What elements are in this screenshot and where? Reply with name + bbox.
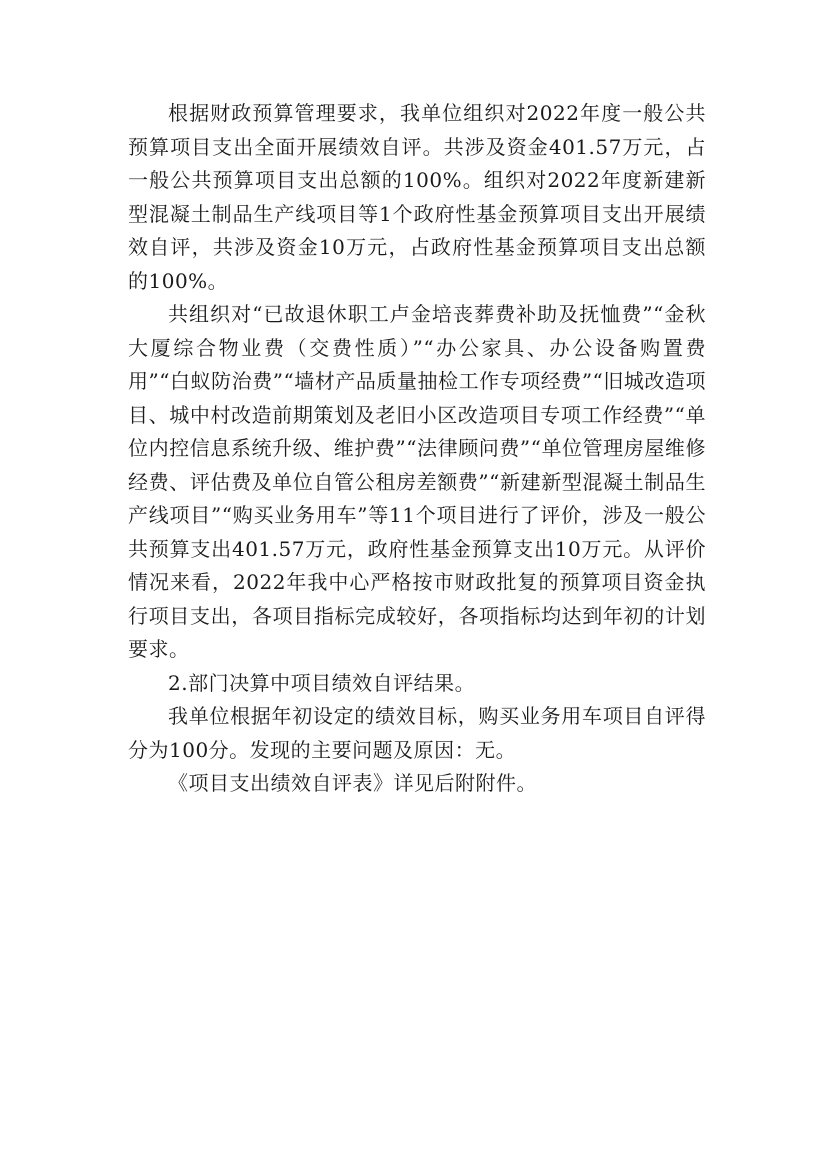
- paragraph-projects-evaluated: 共组织对“已故退休职工卢金培丧葬费补助及抚恤费”“金秋大厦综合物业费（交费性质）”“办公家具、办公设备购置费用”“白蚁防治费”“墙材产品质量抽检工作专项经费”“旧城改造项目、城中村改造前期策划及老旧小区改造项目专项工作经费”“单位内控信息系统升级、维护费”“法律顾问费”“单位管理房屋维修经费、评估费及单位自管公租房差额费”“新建新型混凝土制品生产线项目”“购买业务用车”等11个项目进行了评价，涉及一般公共预算支出401.57万元，政府性基金预算支出10万元。从评价情况来看，2022年我中心严格按市财政批复的预算项目资金执行项目支出，各项目指标完成较好，各项指标均达到年初的计划要求。: [128, 302, 706, 661]
- paragraph-vehicle-project-score: 我单位根据年初设定的绩效目标，购买业务用车项目自评得分为100分。发现的主要问题及原因：无。: [128, 704, 706, 762]
- paragraph-attachment-note: 《项目支出绩效自评表》详见后附附件。: [168, 771, 537, 795]
- section-heading-self-evaluation-results: 2.部门决算中项目绩效自评结果。: [168, 670, 476, 695]
- paragraph-evaluation-overview: 根据财政预算管理要求，我单位组织对2022年度一般公共预算项目支出全面开展绩效自评。共涉及资金401.57万元，占一般公共预算项目支出总额的100%。组织对2022年度新建新型混凝土制品生产线项目等1个政府性基金预算项目支出开展绩效自评，共涉及资金10万元，占政府性基金预算项目支出总额的100%。: [128, 101, 706, 293]
- document-body: [128, 97, 706, 801]
